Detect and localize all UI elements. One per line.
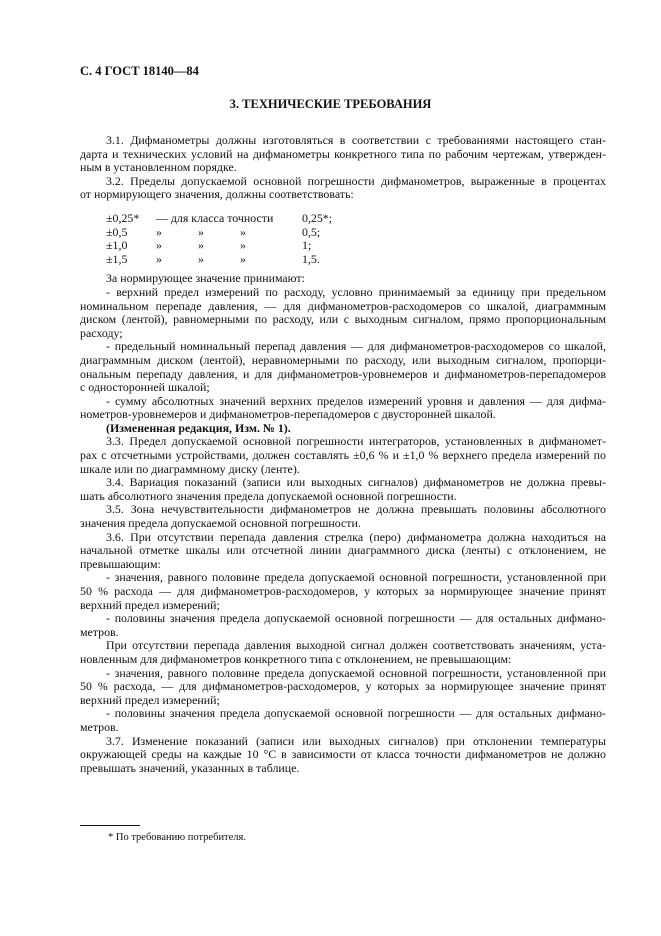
ditto-mark: » [240, 238, 246, 253]
paragraph-line: 50 % расхода, — для дифманометров-расходомеров, у которых за нормирующее значение принят [80, 679, 606, 694]
tolerance-class: 1,5. [302, 251, 320, 266]
paragraph-line: - предельный номинальный перепад давления — для дифманометров-расходомеров со шкалой, [106, 339, 606, 354]
paragraph-line: диском (лентой), равномерными по расходу, или с выходным сигналом, прямо пропорциональным [80, 312, 606, 327]
paragraph-line: нометров-уровнемеров и дифманометров-перепадомеров с двусторонней шкалой. [80, 407, 496, 422]
ditto-mark: » [240, 251, 246, 266]
paragraph-line: значения предела допускаемой основной погрешности. [80, 516, 361, 531]
section-title: 3. ТЕХНИЧЕСКИЕ ТРЕБОВАНИЯ [229, 97, 432, 111]
tolerance-list [106, 212, 606, 266]
paragraph-line: рах с отсчетными устройствами, должен составлять ±0,6 % и ±1,0 % верхнего предела измерений по [80, 448, 606, 463]
paragraph-line: За нормирующее значение принимают: [106, 271, 305, 286]
paragraph-line: - значения, равного половине предела допускаемой основной погрешности, установленной при [106, 570, 606, 585]
paragraph-line: номинальном перепаде давления, — для дифманометров-расходомеров со шкалой, диаграммным [80, 298, 606, 313]
ditto-mark: » [198, 238, 204, 253]
paragraph-line: шкале или по диаграммному диску (ленте). [80, 461, 300, 476]
ditto-mark: » [198, 224, 204, 239]
paragraph-line: 3.6. При отсутствии перепада давления стрелка (перо) дифманометра должна находиться на [106, 529, 606, 544]
ditto-mark: » [156, 251, 162, 266]
paragraph-line: верхний предел измерений; [80, 597, 220, 612]
paragraph-line: 3.5. Зона нечувствительности дифманометров не должна превышать половины абсолютного [106, 502, 606, 517]
paragraph-line: При отсутствии перепада давления выходной сигнал должен соответствовать значениям, уста- [106, 638, 606, 653]
tolerance-value: ±0,5 [106, 224, 128, 239]
paragraph-line: метров. [80, 719, 119, 734]
footnote-divider [80, 825, 140, 826]
paragraph-line: - значения, равного половине предела допускаемой основной погрешности, установленной при [106, 665, 606, 680]
paragraph-line: ным в установленном порядке. [80, 160, 237, 175]
tolerance-class: 0,5; [302, 224, 321, 239]
paragraph-line: превышать значений, указанных в таблице. [80, 760, 300, 775]
paragraph-line: 50 % расхода — для дифманометров-расходомеров, у которых за нормирующее значение принят [80, 584, 606, 598]
paragraph-line: превышающим: [80, 556, 161, 571]
paragraph-line: - верхний предел измерений по расходу, условно принимаемый за единицу при предельном [106, 284, 606, 299]
paragraph-line: верхний предел измерений; [80, 692, 220, 707]
document-body [80, 134, 606, 775]
paragraph-line: от нормирующего значения, должны соответствовать: [80, 187, 354, 202]
tolerance-value: ±1,0 [106, 238, 128, 253]
amendment-note: (Измененная редакция, Изм. № 1). [106, 420, 291, 435]
tolerance-class: 1; [302, 238, 312, 253]
paragraph-line: с односторонней шкалой; [80, 380, 210, 395]
ditto-mark: » [198, 251, 204, 266]
page-header: С. 4 ГОСТ 18140—84 [80, 64, 199, 78]
paragraph-line: диаграммным диском (лентой), неравномерными по расходу, или выходным сигналом, пропорци- [80, 352, 606, 367]
paragraph-line: 3.1. Дифманометры должны изготовляться в соответствии с требованиями настоящего стан- [106, 133, 606, 147]
tolerance-value: ±0,25* [106, 210, 140, 225]
paragraph-line: ональным перепаду давления, и для дифманометров-уровнемеров и дифманометров-перепадомеров [80, 366, 606, 381]
ditto-mark: » [240, 224, 246, 239]
paragraph-line: новленным для дифманометров конкретного типа с отклонением, не превышающим: [80, 651, 512, 666]
paragraph-line: - сумму абсолютных значений верхних пределов измерений уровня и давления — для дифма- [106, 393, 606, 408]
footnote: * По требованию потребителя. [108, 832, 247, 843]
ditto-mark: » [156, 238, 162, 253]
paragraph-line: - половины значения предела допускаемой основной погрешности — для остальных дифмано- [106, 611, 606, 626]
paragraph-line: 3.7. Изменение показаний (записи или выходных сигналов) при отклонении температуры [106, 733, 606, 748]
paragraph-line: шать абсолютного значения предела допускаемой основной погрешности. [80, 488, 457, 503]
paragraph-line: начальной отметке шкалы или отсчетной линии диаграммного диска (ленты) с отклонением, не [80, 543, 606, 558]
tolerance-value: ±1,5 [106, 251, 128, 266]
paragraph-line: дарта и технических условий на дифманометры конкретного типа по рабочим чертежам, утвержден- [80, 146, 606, 161]
ditto-mark: » [156, 224, 162, 239]
tolerance-class: 0,25*; [302, 210, 333, 225]
paragraph-line: окружающей среды на каждые 10 °С в зависимости от класса точности дифманометров не должно [80, 747, 606, 762]
paragraph-line: 3.2. Пределы допускаемой основной погрешности дифманометров, выраженные в процентах [106, 173, 606, 188]
paragraph-line: метров. [80, 624, 119, 639]
paragraph-line: - половины значения предела допускаемой основной погрешности — для остальных дифмано- [106, 706, 606, 721]
tolerance-text: — для класса точности [156, 210, 274, 225]
paragraph-line: расходу; [80, 325, 123, 340]
paragraph-line: 3.3. Предел допускаемой основной погрешности интеграторов, установленных в дифманомет- [106, 434, 606, 449]
paragraph-line: 3.4. Вариация показаний (записи или выходных сигналов) дифманометров не должна превы- [106, 475, 606, 490]
